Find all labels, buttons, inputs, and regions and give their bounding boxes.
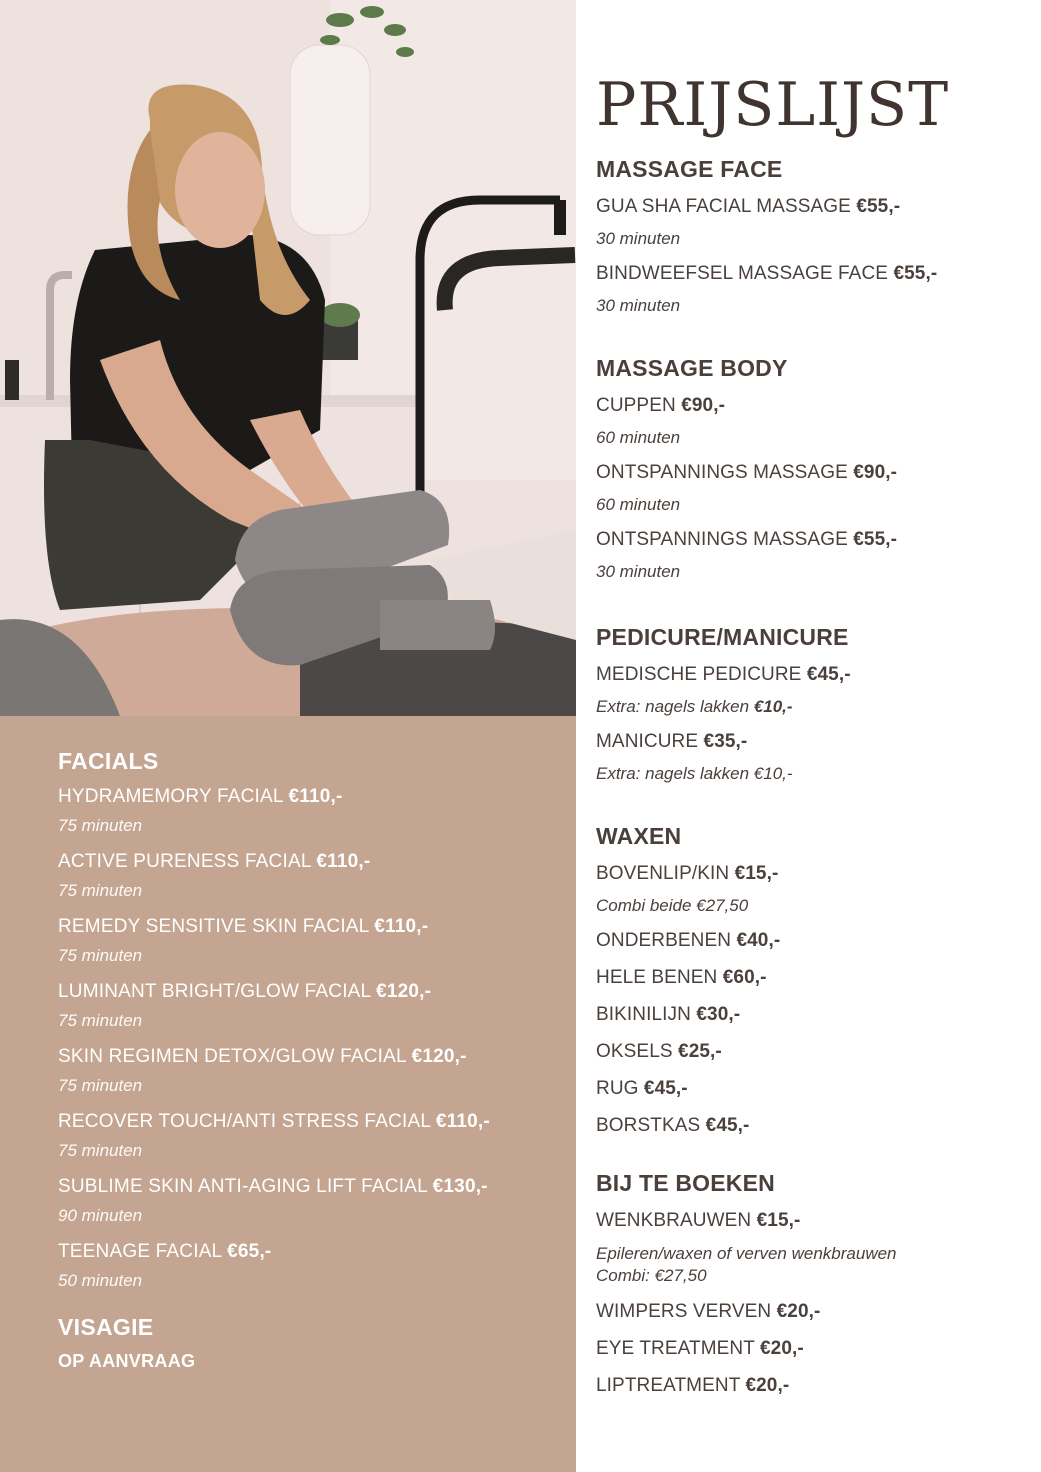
item-price: €90,- bbox=[853, 462, 898, 483]
item-name: WENKBRAUWEN bbox=[596, 1210, 752, 1231]
item-name: ONTSPANNINGS MASSAGE bbox=[596, 529, 848, 550]
massage-body-heading: MASSAGE BODY bbox=[596, 355, 788, 381]
price-item bbox=[58, 1045, 558, 1069]
item-name: ACTIVE PURENESS FACIAL bbox=[58, 851, 311, 872]
pedicure-list bbox=[596, 663, 1026, 785]
salon-photo bbox=[0, 0, 576, 716]
item-name: SUBLIME SKIN ANTI-AGING LIFT FACIAL bbox=[58, 1176, 428, 1197]
price-item bbox=[596, 663, 1026, 687]
item-price: €15,- bbox=[756, 1210, 801, 1231]
price-item bbox=[58, 785, 558, 809]
item-name: RUG bbox=[596, 1078, 639, 1099]
massage-face-section bbox=[596, 156, 1026, 329]
item-duration: 30 minuten bbox=[596, 562, 681, 581]
price-item bbox=[596, 528, 1026, 552]
waxen-list bbox=[596, 862, 1026, 1138]
item-price: €35,- bbox=[703, 731, 748, 752]
massage-face-heading: MASSAGE FACE bbox=[596, 156, 783, 182]
item-price: €55,- bbox=[856, 196, 901, 217]
massage-body-section bbox=[596, 355, 1026, 595]
item-price: €40,- bbox=[736, 930, 781, 951]
note-line: Combi: €27,50 bbox=[596, 1266, 707, 1285]
item-price: €110,- bbox=[288, 786, 343, 807]
item-duration: 75 minuten bbox=[58, 1141, 143, 1160]
facials-section bbox=[58, 748, 558, 1372]
item-name: BIKINILIJN bbox=[596, 1004, 691, 1025]
item-price: €20,- bbox=[776, 1301, 821, 1322]
bij-te-boeken-heading: BIJ TE BOEKEN bbox=[596, 1170, 775, 1196]
item-note bbox=[596, 696, 1026, 718]
item-name: MANICURE bbox=[596, 731, 699, 752]
item-note: Extra: nagels lakken €10,- bbox=[596, 764, 793, 783]
item-name: MEDISCHE PEDICURE bbox=[596, 664, 802, 685]
item-price: €110,- bbox=[435, 1111, 490, 1132]
visagie-sub: OP AANVRAAG bbox=[58, 1351, 196, 1371]
price-item bbox=[596, 1374, 1026, 1398]
pedicure-heading: PEDICURE/MANICURE bbox=[596, 624, 849, 650]
bij-te-boeken-list bbox=[596, 1209, 1026, 1398]
item-name: LUMINANT BRIGHT/GLOW FACIAL bbox=[58, 981, 371, 1002]
price-item bbox=[58, 1110, 558, 1134]
item-price: €15,- bbox=[734, 863, 779, 884]
item-name: ONTSPANNINGS MASSAGE bbox=[596, 462, 848, 483]
item-duration: 75 minuten bbox=[58, 946, 143, 965]
item-name: BORSTKAS bbox=[596, 1115, 701, 1136]
price-item bbox=[58, 1240, 558, 1264]
price-item bbox=[596, 1077, 1026, 1101]
item-price: €90,- bbox=[681, 395, 725, 416]
visagie-heading: VISAGIE bbox=[58, 1314, 154, 1340]
item-price: €120,- bbox=[376, 981, 432, 1002]
item-name: LIPTREATMENT bbox=[596, 1375, 741, 1396]
item-price: €25,- bbox=[678, 1041, 722, 1062]
item-name: EYE TREATMENT bbox=[596, 1338, 755, 1359]
item-note bbox=[596, 1243, 1026, 1287]
item-price: €45,- bbox=[643, 1078, 688, 1099]
price-item bbox=[596, 862, 1026, 886]
item-price: €30,- bbox=[696, 1004, 741, 1025]
item-duration: 75 minuten bbox=[58, 881, 143, 900]
item-name: TEENAGE FACIAL bbox=[58, 1241, 222, 1262]
price-item bbox=[596, 461, 1026, 485]
price-item bbox=[596, 394, 1026, 418]
item-duration: 50 minuten bbox=[58, 1271, 143, 1290]
bij-te-boeken-section bbox=[596, 1170, 1026, 1411]
item-name: BOVENLIP/KIN bbox=[596, 863, 730, 884]
item-note: Combi beide €27,50 bbox=[596, 896, 749, 915]
pedicure-section bbox=[596, 624, 1026, 797]
price-item bbox=[596, 1300, 1026, 1324]
facials-list bbox=[58, 785, 558, 1292]
price-item bbox=[596, 1003, 1026, 1027]
facials-heading: FACIALS bbox=[58, 748, 159, 774]
item-duration: 75 minuten bbox=[58, 1076, 143, 1095]
item-name: WIMPERS VERVEN bbox=[596, 1301, 772, 1322]
item-name: BINDWEEFSEL MASSAGE FACE bbox=[596, 263, 889, 284]
item-duration: 90 minuten bbox=[58, 1206, 143, 1225]
massage-face-list bbox=[596, 195, 1026, 317]
price-item bbox=[596, 262, 1026, 286]
price-item bbox=[58, 850, 558, 874]
price-item bbox=[58, 915, 558, 939]
item-duration: 60 minuten bbox=[596, 428, 681, 447]
item-name: RECOVER TOUCH/ANTI STRESS FACIAL bbox=[58, 1111, 431, 1132]
price-item bbox=[596, 966, 1026, 990]
price-item bbox=[596, 1114, 1026, 1138]
facials-panel bbox=[0, 716, 576, 1472]
item-name: SKIN REGIMEN DETOX/GLOW FACIAL bbox=[58, 1046, 407, 1067]
price-item bbox=[596, 730, 1026, 754]
waxen-section bbox=[596, 823, 1026, 1151]
price-item bbox=[596, 1209, 1026, 1233]
item-price: €55,- bbox=[893, 263, 938, 284]
note-line: Epileren/waxen of verven wenkbrauwen bbox=[596, 1244, 897, 1263]
price-item bbox=[596, 1040, 1026, 1064]
massage-body-list bbox=[596, 394, 1026, 583]
item-name: HELE BENEN bbox=[596, 967, 718, 988]
item-price: €120,- bbox=[411, 1046, 467, 1067]
item-price: €20,- bbox=[745, 1375, 790, 1396]
price-item bbox=[596, 929, 1026, 953]
item-price: €110,- bbox=[374, 916, 429, 937]
item-duration: 30 minuten bbox=[596, 229, 681, 248]
item-price: €45,- bbox=[705, 1115, 750, 1136]
item-name: ONDERBENEN bbox=[596, 930, 732, 951]
price-item bbox=[58, 980, 558, 1004]
item-price: €55,- bbox=[853, 529, 898, 550]
page-title: PRIJSLIJST bbox=[596, 70, 950, 140]
item-name: OKSELS bbox=[596, 1041, 673, 1062]
item-price: €20,- bbox=[760, 1338, 804, 1359]
item-price: €65,- bbox=[227, 1241, 272, 1262]
item-duration: 30 minuten bbox=[596, 296, 681, 315]
item-price: €110,- bbox=[316, 851, 371, 872]
price-item bbox=[596, 1337, 1026, 1361]
note-text: Extra: nagels lakken bbox=[596, 697, 754, 716]
item-name: REMEDY SENSITIVE SKIN FACIAL bbox=[58, 916, 369, 937]
item-price: €45,- bbox=[806, 664, 851, 685]
item-name: GUA SHA FACIAL MASSAGE bbox=[596, 196, 851, 217]
waxen-heading: WAXEN bbox=[596, 823, 682, 849]
price-item bbox=[596, 195, 1026, 219]
item-name: HYDRAMEMORY FACIAL bbox=[58, 786, 283, 807]
item-price: €60,- bbox=[722, 967, 767, 988]
item-duration: 60 minuten bbox=[596, 495, 681, 514]
item-duration: 75 minuten bbox=[58, 816, 143, 835]
item-duration: 75 minuten bbox=[58, 1011, 143, 1030]
note-price: €10,- bbox=[753, 697, 793, 716]
price-item bbox=[58, 1175, 558, 1199]
item-name: CUPPEN bbox=[596, 395, 676, 416]
item-price: €130,- bbox=[432, 1176, 488, 1197]
